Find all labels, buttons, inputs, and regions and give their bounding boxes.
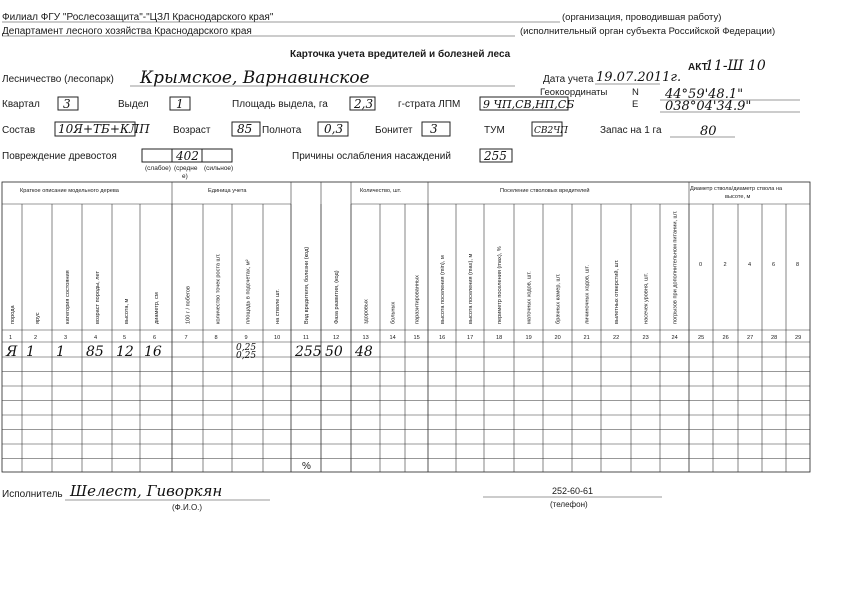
column-header: площадь в подсчетах, м² [245,259,252,324]
table-cell: 0,25 [236,351,257,361]
column-header: насечек уровня, шт. [643,272,650,324]
card-title: Карточка учета вредителей и болезней леса [290,49,511,60]
damage-medium-caption: (средне [174,165,198,172]
date-value: 19.07.2011г. [596,70,682,85]
column-number: 4 [94,335,98,341]
forestry-label: Лесничество (лесопарк) [2,74,114,85]
column-number: 5 [123,335,127,341]
phone-value: 252-60-61 [552,486,594,496]
records-table [2,182,810,472]
column-number: 15 [413,335,420,341]
column-number: 16 [439,335,446,341]
table-cell: 50 [325,344,343,360]
column-header: вылетных отверстий, шт. [614,259,620,324]
column-header: возраст породы, лет [95,270,101,324]
column-number: 7 [184,335,188,341]
column-header: высота, м [124,298,130,324]
department-name: Департамент лесного хозяйства Краснодарского края [2,26,252,37]
column-number: 2 [34,335,38,341]
group-diameter-1: Диаметр ствола/диаметр ствола на [690,186,783,192]
geo-n-label: N [632,87,639,98]
column-header: паразитированных [414,275,421,324]
column-number: 12 [333,335,340,341]
column-header: здоровых [363,299,370,324]
column-number: 22 [613,335,620,341]
column-number: 8 [214,335,218,341]
column-header: ярус [35,312,41,324]
column-number: 3 [64,335,68,341]
column-number: 10 [274,335,281,341]
column-header: 4 [748,262,752,268]
executor-label: Исполнитель [2,489,63,500]
table-cell: 85 [86,344,104,360]
forestry-value: Крымское, Варнавинское [140,68,370,88]
geo-e-label: E [632,99,639,110]
vydel-value: 1 [176,97,184,111]
department-caption: (исполнительный орган субъекта Российской Федерации) [520,26,776,37]
column-number: 1 [9,335,13,341]
column-header: личиночных ходов, шт. [584,264,591,324]
column-header: 2 [723,262,727,268]
percent-mark: % [302,461,311,472]
table-row [5,343,373,361]
column-header: больных [390,301,397,324]
damage-medium-caption-2: е) [182,173,188,180]
table-grid [2,182,810,472]
column-header: 6 [772,262,776,268]
damage-value: 402 [176,149,199,163]
act-value: 11-Ш 10 [705,58,766,74]
column-number: 9 [244,335,248,341]
column-number: 13 [362,335,369,341]
stock-label: Запас на 1 га [600,125,662,136]
kvartal-value: 3 [63,97,71,111]
stock-value: 80 [700,124,717,139]
group-settlement: Поселение стволовых вредителей [500,188,590,194]
table-cell: 255 [295,344,322,360]
column-headers [10,210,799,324]
bonitet-label: Бонитет [375,125,413,136]
column-number: 19 [525,335,532,341]
fio-caption: (Ф.И.О.) [172,503,203,512]
table-cell: 0,25 [236,343,257,353]
density-value: 0,3 [324,122,344,136]
organization-caption: (организация, проводившая работу) [562,12,722,23]
age-label: Возраст [173,125,211,136]
column-header: количество точек роста шт. [215,253,222,324]
organization-name: Филиал ФГУ "Рослесозащита"-"ЦЗЛ Краснодарского края" [2,12,274,23]
stratum-value: 9 ЧП,СВ,НП,СБ [483,98,575,111]
column-header: высота поселения (max), м [468,253,474,324]
stratum-label: г-страта ЛПМ [398,99,461,110]
group-diameter-2: высоте, м [725,194,751,200]
column-header: брачных камер, шт. [555,273,562,324]
table-cell: 48 [355,344,373,360]
group-unit: Единица учета [208,188,247,194]
damage-weak-caption: (слабое) [145,165,171,172]
act-label: АКТ [688,62,708,73]
column-number: 23 [642,335,649,341]
table-cell: 1 [56,344,65,360]
group-model-tree: Краткое описание модельного дерева [20,188,119,194]
column-header: 8 [796,262,800,268]
column-number: 25 [698,335,705,341]
column-number: 6 [153,335,157,341]
column-number: 14 [389,335,396,341]
tum-label: ТУМ [484,125,505,136]
table-cell: 16 [144,344,162,360]
column-header: маточных ходов, шт. [526,271,533,324]
column-header: периметр поселения (max), % [497,246,503,324]
sostav-value: 10Я+ТБ+КЛП [58,122,150,136]
kvartal-label: Квартал [2,99,40,110]
column-header: порода [10,305,16,324]
column-header: Фаза развития, (код) [334,270,340,324]
area-label: Площадь выдела, га [232,99,328,110]
column-number: 26 [722,335,729,341]
table-cell: 1 [26,344,35,360]
geo-n-value: 44°59'48.1" [665,87,744,102]
weakening-value: 255 [484,149,507,163]
damage-label: Повреждение древостоя [2,151,117,162]
column-number: 21 [583,335,590,341]
column-number: 18 [496,335,503,341]
geo-label: Геокоординаты [540,87,608,98]
column-number: 11 [303,335,309,341]
column-header: высота поселения (min), м [440,255,446,324]
column-number: 17 [467,335,474,341]
column-header: категория состояния [65,270,71,324]
group-quantity: Количество, шт. [360,188,402,194]
column-header: диаметр, см [154,292,160,324]
table-cell: 12 [116,344,134,360]
column-header: погрызов при дополнительном питании, шт. [672,210,679,324]
table-cell: Я [6,344,18,360]
column-number: 27 [747,335,754,341]
phone-caption: (телефон) [550,500,588,509]
age-value: 85 [237,122,253,136]
vydel-label: Выдел [118,99,149,110]
column-number: 29 [795,335,802,341]
column-header: Вид вредителя, болезни (код) [304,246,310,324]
sostav-label: Состав [2,125,36,136]
weakening-label: Причины ослабления насаждений [292,151,451,162]
column-header: 0 [699,262,703,268]
tum-value: СВ2ЧП [534,126,569,136]
column-number: 28 [771,335,778,341]
date-label: Дата учета [543,74,594,85]
area-value: 2,3 [354,97,374,111]
density-label: Полнота [262,125,302,136]
column-number: 20 [554,335,561,341]
column-header: на стволе шт. [275,289,281,324]
column-number: 24 [671,335,678,341]
executor-value: Шелест, Гиворкян [70,482,223,500]
geo-e-value: 038°04'34.9" [665,99,752,114]
damage-strong-caption: (сильное) [204,165,234,172]
column-header: 100 г / побегов [185,286,192,324]
bonitet-value: 3 [430,122,438,136]
